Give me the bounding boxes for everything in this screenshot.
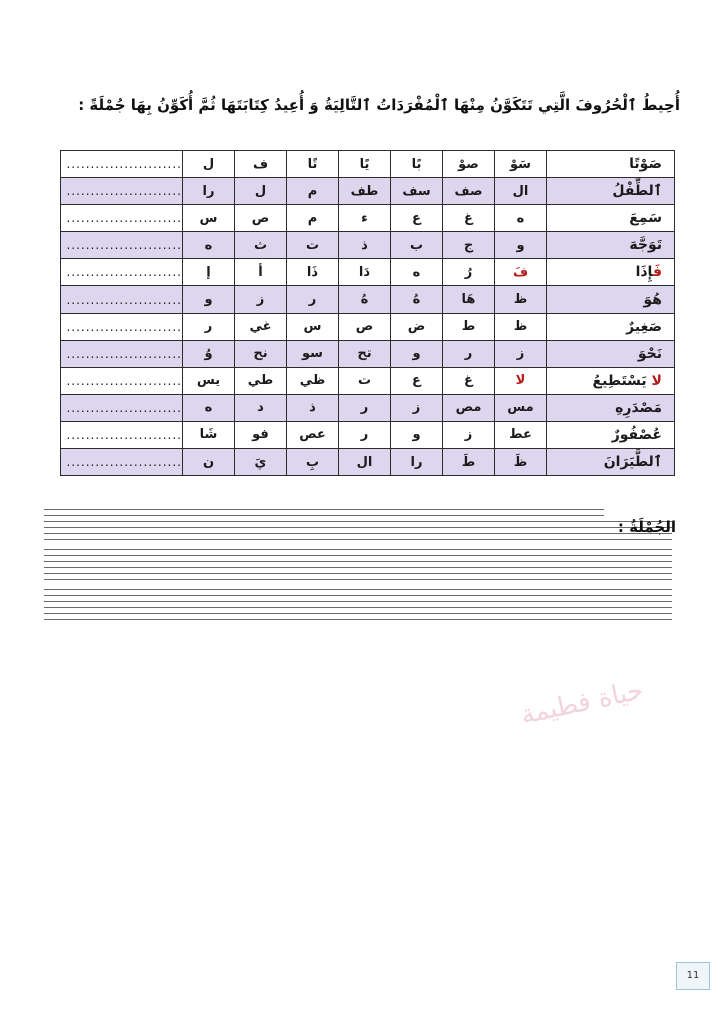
letter-text: ع (412, 373, 421, 389)
letter-option[interactable] (495, 340, 547, 367)
table-row (61, 340, 675, 367)
letter-option[interactable] (287, 205, 339, 232)
letter-option[interactable] (235, 205, 287, 232)
letter-option[interactable] (183, 313, 235, 340)
letter-text: لا (515, 373, 526, 389)
answer-blank[interactable] (61, 421, 183, 448)
letter-text: رُ (464, 264, 473, 280)
letter-option[interactable] (339, 340, 391, 367)
letter-text: ت (357, 373, 372, 389)
letter-text: س (199, 210, 218, 226)
answer-dots: ........................ (66, 373, 182, 388)
letter-text: طي (247, 373, 274, 389)
letter-option[interactable] (495, 394, 547, 421)
vocab-word (547, 394, 675, 421)
word-text: إِذَا (635, 264, 653, 281)
writing-line (44, 613, 672, 614)
answer-blank[interactable] (61, 394, 183, 421)
letter-option[interactable] (235, 286, 287, 313)
word-text: تَوَجَّهَ (629, 237, 662, 254)
vocab-word (547, 367, 675, 394)
table-row (61, 313, 675, 340)
letter-text: وُ (204, 346, 213, 362)
answer-dots: ........................ (66, 400, 182, 415)
letter-option[interactable] (183, 367, 235, 394)
letter-text: ز (464, 427, 473, 443)
letter-text: سو (302, 346, 323, 362)
letter-text: بًا (411, 156, 422, 172)
answer-blank[interactable] (61, 205, 183, 232)
letter-option[interactable] (235, 394, 287, 421)
page-number: 11 (676, 962, 710, 990)
letter-text: ل (254, 183, 267, 199)
letter-text: ه (204, 400, 213, 416)
letter-option[interactable] (391, 178, 443, 205)
table-row (61, 205, 675, 232)
letter-option[interactable] (339, 205, 391, 232)
table-row (61, 286, 675, 313)
letter-text: تًا (307, 156, 318, 172)
letter-text: غ (464, 210, 473, 226)
letter-text: ص (251, 210, 270, 226)
letter-text: فو (252, 427, 269, 443)
answer-blank[interactable] (61, 449, 183, 476)
instruction-text: أُحِيطُ ٱلْحُرُوفَ الَّتِي تَتَكَوَّنُ مِنْهَا ٱلْمُفْرَدَاتُ ٱلتَّالِيَةُ وَ أُعِيدُ كِتَابَتَهَا ثُمَّ أُكَوِّنُ بِهَا جُمْلَةً : (78, 96, 680, 114)
letter-text: ذَا (306, 264, 319, 280)
letter-text: عط (509, 427, 532, 443)
letter-text: سف (402, 183, 431, 199)
letter-option[interactable] (443, 259, 495, 286)
letter-option[interactable] (235, 367, 287, 394)
word-text: نَحْوَ (637, 345, 662, 362)
letter-option[interactable] (443, 232, 495, 259)
answer-blank[interactable] (61, 367, 183, 394)
letter-text: سَوْ (510, 156, 531, 172)
letter-text: را (202, 183, 215, 199)
letter-option[interactable] (443, 313, 495, 340)
table-row (61, 178, 675, 205)
answer-blank[interactable] (61, 340, 183, 367)
letter-option[interactable] (287, 421, 339, 448)
letter-option[interactable] (287, 340, 339, 367)
writing-line (44, 619, 672, 620)
letter-text: شَا (199, 427, 218, 443)
letter-option[interactable] (183, 151, 235, 178)
letter-option[interactable] (235, 151, 287, 178)
letter-option[interactable] (183, 205, 235, 232)
letter-option[interactable] (183, 340, 235, 367)
letter-text: دَا (358, 264, 371, 280)
letter-option[interactable] (443, 449, 495, 476)
letter-text: فَ (512, 264, 529, 280)
letter-option[interactable] (339, 151, 391, 178)
letter-text: ف (252, 156, 269, 172)
letter-option[interactable] (495, 449, 547, 476)
letter-text: صف (454, 183, 483, 199)
letter-text: ع (412, 210, 421, 226)
letter-text: ه (516, 210, 525, 226)
letter-option[interactable] (391, 394, 443, 421)
letter-text: بِ (305, 454, 320, 470)
letter-option[interactable] (235, 313, 287, 340)
word-highlight: فَ (652, 264, 662, 281)
answer-dots: ........................ (66, 292, 182, 307)
letter-text: يَ (254, 454, 267, 470)
letter-text: مس (507, 400, 534, 416)
vocab-word (547, 313, 675, 340)
letter-option[interactable] (339, 394, 391, 421)
table-row (61, 394, 675, 421)
letter-option[interactable] (287, 313, 339, 340)
table-row (61, 259, 675, 286)
letter-option[interactable] (183, 286, 235, 313)
answer-dots: ........................ (66, 238, 182, 253)
letter-option[interactable] (443, 286, 495, 313)
answer-blank[interactable] (61, 232, 183, 259)
letter-option[interactable] (391, 421, 443, 448)
word-text: عُصْفُورٌ (611, 426, 662, 443)
writing-line (44, 527, 672, 528)
letter-option[interactable] (391, 286, 443, 313)
letter-text: عص (299, 427, 326, 443)
writing-line (44, 561, 672, 562)
letter-option[interactable] (235, 232, 287, 259)
vocab-word (547, 286, 675, 313)
vocab-word (547, 449, 675, 476)
letter-option[interactable] (495, 205, 547, 232)
letter-option[interactable] (339, 178, 391, 205)
letter-option[interactable] (495, 178, 547, 205)
letter-text: ظي (299, 373, 326, 389)
letter-option[interactable] (391, 313, 443, 340)
letter-option[interactable] (183, 178, 235, 205)
letter-text: ص (355, 319, 374, 335)
letter-text: ز (516, 346, 525, 362)
letter-text: ر (464, 346, 473, 362)
watermark-signature: حياة فطيمة (518, 675, 647, 731)
letter-option[interactable] (235, 421, 287, 448)
vocab-word (547, 151, 675, 178)
word-text: ٱلطِّفْلُ (612, 183, 662, 200)
letter-text: ظ (513, 319, 528, 335)
table-row (61, 232, 675, 259)
letter-option[interactable] (443, 340, 495, 367)
answer-blank[interactable] (61, 259, 183, 286)
letter-option[interactable] (391, 232, 443, 259)
word-text: يَسْتَطِيعُ (592, 372, 647, 389)
letter-option[interactable] (495, 421, 547, 448)
letter-text: طف (350, 183, 379, 199)
vocab-word (547, 205, 675, 232)
letter-text: يس (196, 373, 221, 389)
letter-text: مص (455, 400, 482, 416)
table-row (61, 449, 675, 476)
letter-option[interactable] (235, 449, 287, 476)
vocab-word (547, 421, 675, 448)
word-text: هُوَ (643, 291, 662, 308)
letter-option[interactable] (287, 286, 339, 313)
letter-option[interactable] (443, 367, 495, 394)
letter-text: ه (204, 237, 213, 253)
writing-line (44, 567, 672, 568)
letter-text: ت (305, 237, 320, 253)
letter-text: تح (357, 346, 372, 362)
writing-line (44, 555, 672, 556)
writing-line (44, 589, 672, 590)
letter-text: م (307, 210, 318, 226)
letter-option[interactable] (443, 178, 495, 205)
writing-line (44, 607, 672, 608)
word-text: سَمِعَ (629, 210, 662, 227)
letter-option[interactable] (339, 313, 391, 340)
letter-option[interactable] (339, 286, 391, 313)
letter-option[interactable] (391, 367, 443, 394)
letter-text: هُ (412, 292, 421, 308)
writing-line (44, 515, 604, 516)
letter-text: ث (253, 237, 268, 253)
letter-text: س (303, 319, 322, 335)
word-text: مَصْدَرِهِ (615, 399, 662, 416)
letter-text: و (412, 427, 421, 443)
vocab-word (547, 232, 675, 259)
letter-text: ظَ (513, 454, 528, 470)
answer-dots: ........................ (66, 427, 182, 442)
writing-line (44, 509, 604, 510)
letter-text: غي (249, 319, 272, 335)
letter-text: ر (360, 400, 369, 416)
letter-option[interactable] (183, 421, 235, 448)
letter-option[interactable] (391, 205, 443, 232)
letter-option[interactable] (183, 232, 235, 259)
writing-line (44, 539, 672, 540)
writing-line (44, 595, 672, 596)
letter-option[interactable] (287, 367, 339, 394)
answer-blank[interactable] (61, 151, 183, 178)
writing-line (44, 533, 672, 534)
letter-text: ز (412, 400, 421, 416)
letter-option[interactable] (443, 394, 495, 421)
letter-text: هُ (360, 292, 369, 308)
letter-text: ض (407, 319, 426, 335)
letter-option[interactable] (287, 449, 339, 476)
word-text: صَغِيرٌ (626, 318, 662, 335)
letter-option[interactable] (287, 259, 339, 286)
letter-option[interactable] (391, 151, 443, 178)
letter-text: ر (360, 427, 369, 443)
word-text: صَوْتًا (629, 156, 662, 173)
writing-line (44, 549, 672, 550)
letter-option[interactable] (235, 259, 287, 286)
letter-text: طَ (461, 454, 476, 470)
letter-text: و (412, 346, 421, 362)
answer-dots: ........................ (66, 184, 182, 199)
letter-text: هَا (461, 292, 476, 308)
letters-table (60, 150, 675, 476)
letter-text: ج (463, 237, 474, 253)
letter-option[interactable] (339, 232, 391, 259)
vocab-word (547, 178, 675, 205)
letter-option[interactable] (339, 421, 391, 448)
letter-text: م (307, 183, 318, 199)
letter-option[interactable] (183, 449, 235, 476)
letter-text: و (516, 237, 525, 253)
letter-text: ب (409, 237, 424, 253)
writing-line (44, 573, 672, 574)
word-text: ٱلطَّيَرَانَ (603, 454, 662, 471)
answer-blank[interactable] (61, 178, 183, 205)
letter-text: إ (206, 264, 211, 280)
letter-option[interactable] (235, 340, 287, 367)
writing-line (44, 579, 672, 580)
answer-dots: ........................ (66, 346, 182, 361)
letter-text: د (257, 400, 264, 416)
answer-dots: ........................ (66, 319, 182, 334)
table-row (61, 151, 675, 178)
letter-text: ء (361, 210, 368, 226)
letter-text: ذ (309, 400, 316, 416)
letter-option[interactable] (443, 205, 495, 232)
answer-dots: ........................ (66, 157, 182, 172)
letter-option[interactable] (339, 259, 391, 286)
letter-text: و (204, 292, 213, 308)
letter-text: ال (512, 183, 529, 199)
letter-text: نح (253, 346, 268, 362)
letter-option[interactable] (339, 367, 391, 394)
letter-text: را (410, 454, 423, 470)
letter-text: ال (356, 454, 373, 470)
letter-text: ه (412, 264, 421, 280)
letter-text: ذ (361, 237, 368, 253)
answer-blank[interactable] (61, 313, 183, 340)
letter-option[interactable] (443, 421, 495, 448)
letter-option[interactable] (391, 340, 443, 367)
letter-text: أ (258, 264, 263, 280)
answer-dots: ........................ (66, 265, 182, 280)
letter-text: صوْ (458, 156, 479, 172)
vocab-word (547, 259, 675, 286)
letter-option[interactable] (495, 367, 547, 394)
letter-option[interactable] (495, 232, 547, 259)
letter-option[interactable] (183, 394, 235, 421)
letter-text: ل (202, 156, 215, 172)
letter-option[interactable] (495, 151, 547, 178)
letter-option[interactable] (495, 286, 547, 313)
letter-text: ن (202, 454, 215, 470)
letter-text: غ (464, 373, 473, 389)
letter-option[interactable] (339, 449, 391, 476)
letter-option[interactable] (443, 151, 495, 178)
letter-text: ط (461, 319, 476, 335)
letter-text: ر (204, 319, 213, 335)
letter-option[interactable] (287, 232, 339, 259)
table-row (61, 421, 675, 448)
letter-option[interactable] (495, 313, 547, 340)
writing-line (44, 601, 672, 602)
letter-option[interactable] (235, 178, 287, 205)
letter-option[interactable] (391, 259, 443, 286)
letter-option[interactable] (495, 259, 547, 286)
letter-text: ز (256, 292, 265, 308)
writing-line (44, 521, 672, 522)
answer-dots: ........................ (66, 455, 182, 470)
answer-blank[interactable] (61, 286, 183, 313)
letter-option[interactable] (391, 449, 443, 476)
letter-option[interactable] (287, 394, 339, 421)
table-row (61, 367, 675, 394)
vocab-word (547, 340, 675, 367)
letter-option[interactable] (287, 151, 339, 178)
letter-text: يًا (359, 156, 370, 172)
word-highlight: لا (646, 372, 662, 389)
letter-text: ظ (513, 292, 528, 308)
answer-dots: ........................ (66, 211, 182, 226)
letter-text: ر (308, 292, 317, 308)
sentence-label: الجُمْلَةُ : (617, 518, 676, 536)
letter-option[interactable] (183, 259, 235, 286)
letter-option[interactable] (287, 178, 339, 205)
